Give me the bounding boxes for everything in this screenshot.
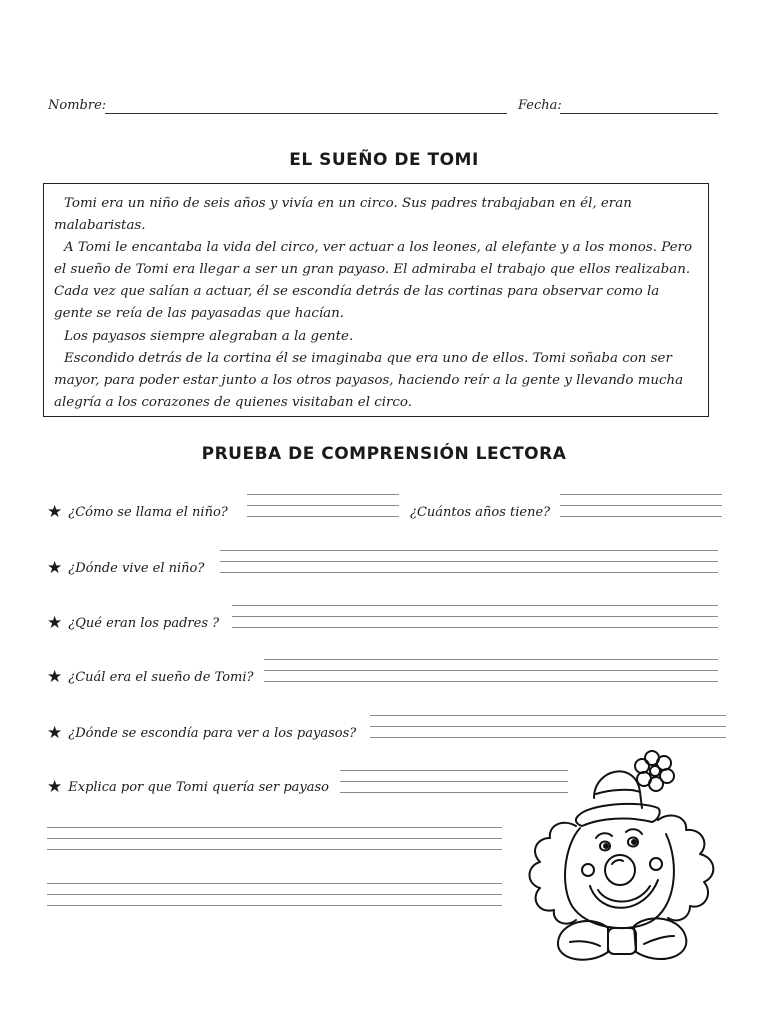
date-label: Fecha: (518, 98, 562, 113)
answer-line[interactable] (370, 726, 726, 727)
answer-line[interactable] (247, 494, 399, 495)
date-field-line[interactable] (560, 113, 718, 114)
answer-line[interactable] (232, 605, 718, 606)
star-icon: ★ (47, 501, 63, 522)
question-text: ¿Qué eran los padres ? (68, 615, 220, 631)
answer-line[interactable] (370, 737, 726, 738)
answer-line[interactable] (247, 516, 399, 517)
answer-line[interactable] (560, 494, 722, 495)
story-box (43, 183, 709, 417)
name-field-line[interactable] (105, 113, 507, 114)
question-text: Explica por que Tomi quería ser payaso (68, 779, 330, 795)
answer-line[interactable] (47, 905, 502, 906)
question-1 (47, 502, 228, 522)
answer-line[interactable] (47, 827, 502, 828)
answer-line[interactable] (47, 838, 502, 839)
star-icon: ★ (47, 722, 63, 743)
answer-line[interactable] (220, 561, 718, 562)
star-icon: ★ (47, 776, 63, 797)
story-paragraph: Escondido detrás de la cortina él se imaginaba que era uno de ellos. Tomi soñaba con ser mayor, para poder estar junto a los otros payasos, haciendo reír a la gente y llevando mucha alegría a los corazones de quienes visitaban el circo. (54, 350, 684, 410)
question-5 (47, 667, 254, 687)
answer-line[interactable] (47, 883, 502, 884)
question-7 (47, 777, 329, 797)
answer-line[interactable] (264, 670, 718, 671)
answer-line[interactable] (370, 715, 726, 716)
question-text: ¿Cuál era el sueño de Tomi? (68, 669, 254, 685)
question-2 (410, 502, 550, 522)
question-3 (47, 558, 204, 578)
question-4 (47, 613, 219, 633)
answer-line[interactable] (47, 849, 502, 850)
star-icon: ★ (47, 557, 63, 578)
answer-line[interactable] (560, 505, 722, 506)
question-text: ¿Cuántos años tiene? (410, 504, 551, 520)
question-text: ¿Dónde se escondía para ver a los payasos? (68, 725, 357, 741)
story-title: EL SUEÑO DE TOMI (289, 150, 479, 170)
question-text: ¿Cómo se llama el niño? (68, 504, 228, 520)
name-label: Nombre: (48, 98, 107, 113)
clown-face-icon (508, 746, 730, 970)
quiz-title: PRUEBA DE COMPRENSIÓN LECTORA (201, 444, 567, 464)
answer-line[interactable] (220, 572, 718, 573)
question-text: ¿Dónde vive el niño? (68, 560, 205, 576)
story-paragraph: Los payasos siempre alegraban a la gente. (64, 328, 354, 344)
question-6 (47, 723, 356, 743)
answer-line[interactable] (220, 550, 718, 551)
star-icon: ★ (47, 666, 63, 687)
answer-line[interactable] (264, 659, 718, 660)
answer-line[interactable] (47, 894, 502, 895)
flower-icon (635, 751, 674, 791)
answer-line[interactable] (232, 627, 718, 628)
answer-line[interactable] (247, 505, 399, 506)
answer-line[interactable] (264, 681, 718, 682)
answer-line[interactable] (560, 516, 722, 517)
answer-line[interactable] (232, 616, 718, 617)
story-paragraph: A Tomi le encantaba la vida del circo, ver actuar a los leones, al elefante y a los monos. Pero el sueño de Tomi era llegar a ser un gran payaso. El admiraba el trabajo que ellos realizaban. Cada vez que salían a actuar, él se escondía detrás de las cortinas para observar como la gente se reía de las payasadas que hacían. (54, 240, 693, 322)
star-icon: ★ (47, 612, 63, 633)
story-paragraph: Tomi era un niño de seis años y vivía en un circo. Sus padres trabajaban en él, eran malabaristas. (54, 196, 632, 234)
